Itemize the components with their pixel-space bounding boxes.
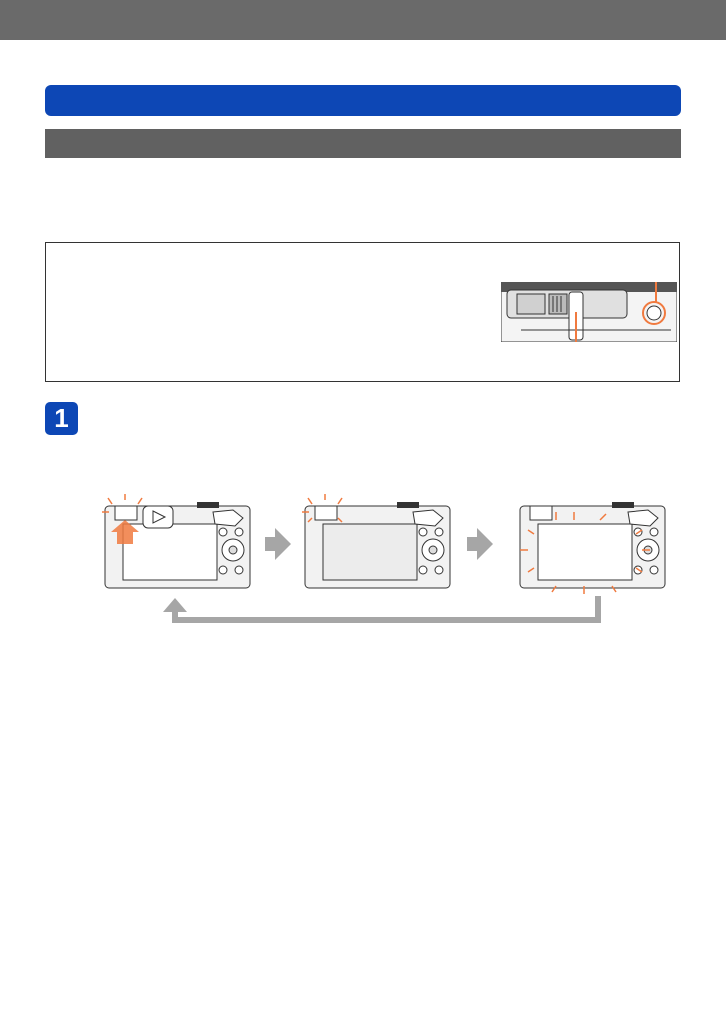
camera-back-illustration-1 xyxy=(102,494,250,588)
camera-back-illustration-3 xyxy=(520,502,665,594)
section-title-bar xyxy=(45,85,681,116)
viewfinder-switch-flow-illustration xyxy=(95,492,675,632)
camera-back-illustration-2 xyxy=(302,494,450,588)
flow-arrow-icon xyxy=(467,528,493,560)
camera-top-inset-illustration xyxy=(501,282,677,342)
header-bar xyxy=(0,0,726,40)
return-loop-arrow-icon xyxy=(175,596,598,620)
subsection-title-bar xyxy=(45,129,681,158)
step-badge: 1 xyxy=(45,402,78,435)
lvf-button-icon xyxy=(647,306,661,320)
info-box xyxy=(45,242,680,382)
flow-arrow-icon xyxy=(265,528,291,560)
